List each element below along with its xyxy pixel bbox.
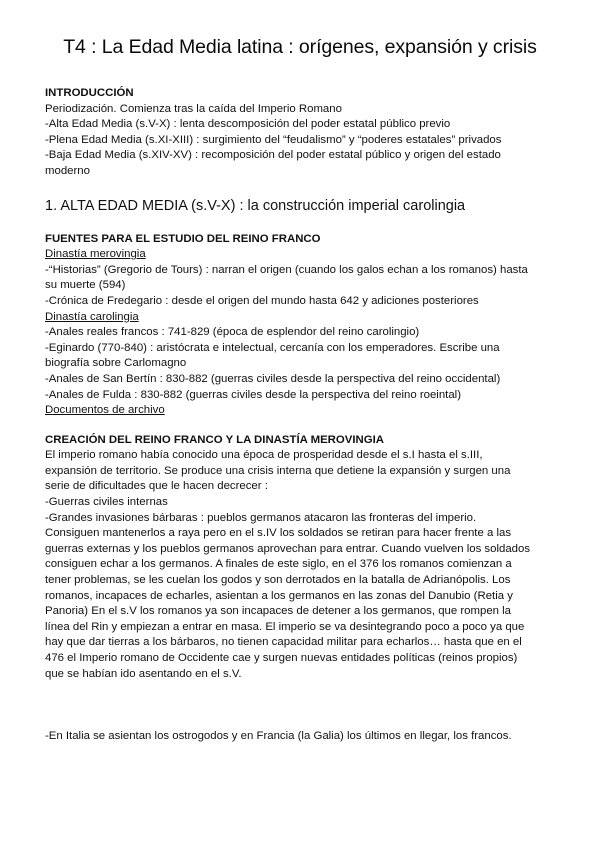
final-line: -En Italia se asientan los ostrogodos y en Francia (la Galia) los últimos en llegar, los francos. — [45, 730, 512, 743]
creacion-line: -Guerras civiles internas — [45, 496, 168, 509]
creacion-paragraph — [45, 448, 565, 682]
intro-line: -Plena Edad Media (s.XI-XIII) : surgimiento del “feudalismo” y “poderes estatales” privados — [45, 133, 502, 146]
merovingia-line: -“Historias” (Gregorio de Tours) : narran el origen (cuando los galos echan a los romanos) hasta — [45, 263, 528, 276]
creacion-line: expansión de territorio. Se produce una crisis interna que detiene la expansión y surgen una — [45, 464, 511, 477]
creacion-line: -Grandes invasiones bárbaras : pueblos germanos atacaron las fronteras del imperio. — [45, 511, 477, 524]
intro-heading: INTRODUCCIÓN — [45, 87, 134, 99]
carolingia-line: -Eginardo (770-840) : aristócrata e intelectual, cercanía con los emperadores. Escribe una — [45, 341, 500, 354]
fuentes-heading: FUENTES PARA EL ESTUDIO DEL REINO FRANCO — [45, 232, 321, 245]
carolingia-line: -Anales de San Bertín : 830-882 (guerras civiles desde la perspectiva del reino occidental) — [45, 372, 501, 385]
creacion-line: tener problemas, se les cuelan los godos y son derrotados en la batalla de Adrianópolis. Los — [45, 574, 511, 587]
document-body — [45, 86, 565, 745]
creacion-heading: CREACIÓN DEL REINO FRANCO Y LA DINASTÍA MEROVINGIA — [45, 433, 384, 446]
carolingia-line: -Anales de Fulda : 830-882 (guerras civiles desde la perspectiva del reino roeintal) — [45, 388, 461, 401]
creacion-line: guerras externas y los pueblos germanos aprovechan para entrar. Cuando vuelven los soldados — [45, 542, 531, 555]
carolingia-line: biografía sobre Carlomagno — [45, 357, 187, 370]
creacion-line: consiguen echar a los germanos. A finales de este siglo, en el 376 los romanos comienzan a — [45, 558, 512, 571]
creacion-line: Panoria) En el s.V los romanos ya son incapaces de detener a los germanos, que rompen la — [45, 605, 512, 618]
creacion-line: que se habían ido asentando en el s.V. — [45, 667, 242, 680]
merovingia-subheading: Dinastía merovingia — [45, 248, 146, 261]
merovingia-line: -Crónica de Fredegario : desde el origen del mundo hasta 642 y adiciones posteriores — [45, 294, 479, 307]
creacion-line: El imperio romano había conocido una época de prosperidad desde el s.I hasta el s.III, — [45, 449, 483, 462]
intro-line: Periodización. Comienza tras la caída del Imperio Romano — [45, 102, 342, 115]
intro-paragraph — [45, 102, 565, 180]
creacion-line: serie de dificultades que le hacen decrecer : — [45, 480, 268, 493]
creacion-line: línea del Rin y empiezan a entrar en masa. El imperio se va desintegrando poco a poco ya que — [45, 620, 525, 633]
intro-line: -Alta Edad Media (s.V-X) : lenta descomposición del poder estatal público previo — [45, 118, 451, 131]
documentos-subheading: Documentos de archivo — [45, 404, 165, 417]
page-title: T4 : La Edad Media latina : orígenes, expansión y crisis — [63, 36, 537, 58]
creacion-line: romanos, incapaces de echarles, asientan a los germanos en las zonas del Danubio (Retia y — [45, 589, 513, 602]
merovingia-line: su muerte (594) — [45, 279, 126, 292]
section-1-heading: 1. ALTA EDAD MEDIA (s.V-X) : la construcción imperial carolingia — [45, 197, 466, 214]
creacion-line: Consiguen mantenerlos a raya pero en el s.IV los soldados se retiran para hacer frente a las — [45, 527, 512, 540]
creacion-line: 476 el Imperio romano de Occidente cae y surgen nuevas entidades políticas (reinos propios) — [45, 652, 518, 664]
intro-line: -Baja Edad Media (s.XIV-XV) : recomposición del poder estatal público y origen del estado — [45, 149, 501, 162]
carolingia-subheading: Dinastía carolingia — [45, 310, 139, 323]
creacion-line: hay que dar tierras a los bárbaros, no tienen capacidad militar para echarlos… hasta que en el — [45, 636, 522, 649]
intro-line: moderno — [45, 164, 90, 177]
carolingia-line: -Anales reales francos : 741-829 (época de esplendor del reino carolingio) — [45, 326, 420, 339]
